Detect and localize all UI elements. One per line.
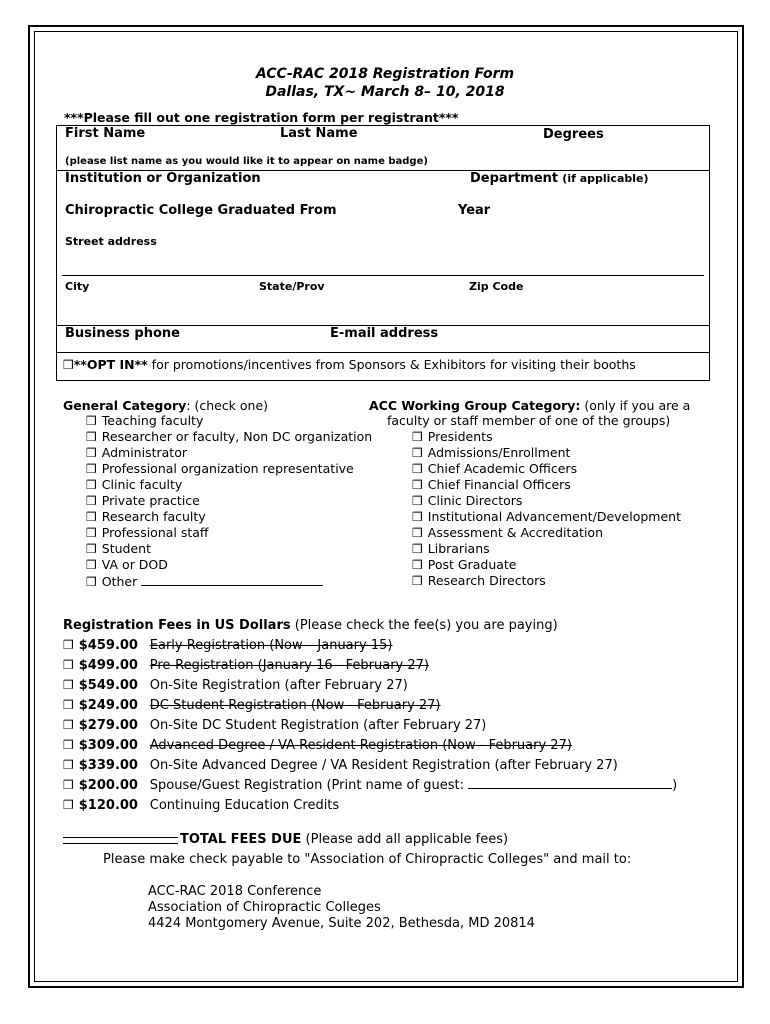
general-option[interactable]: [86, 477, 372, 493]
fee-checkbox[interactable]: ❒: [63, 798, 74, 812]
total-fees-note: (Please add all applicable fees): [301, 832, 509, 847]
fee-amount: $279.00: [78, 718, 138, 733]
fee-text: [79, 698, 441, 713]
option-label: Librarians: [427, 541, 490, 556]
fee-text: [79, 638, 393, 653]
fees-heading: [63, 618, 558, 633]
working-group-option[interactable]: [412, 541, 681, 557]
general-category-list: [86, 413, 372, 589]
option-label: VA or DOD: [101, 557, 168, 572]
checkbox[interactable]: ❒: [412, 558, 423, 572]
option-label: Student: [101, 541, 151, 556]
degrees-field[interactable]: Degrees: [543, 127, 604, 142]
working-group-option[interactable]: [412, 525, 681, 541]
option-label: Post Graduate: [427, 557, 517, 572]
general-option[interactable]: [86, 413, 372, 429]
department-label: Department: [470, 171, 559, 186]
working-group-option[interactable]: [412, 509, 681, 525]
option-label: Teaching faculty: [101, 413, 204, 428]
state-field[interactable]: State/Prov: [259, 280, 325, 293]
total-fees-blank-line[interactable]: [63, 837, 178, 844]
option-label: Chief Financial Officers: [427, 477, 571, 492]
general-category-heading: [63, 398, 268, 413]
fee-option[interactable]: [63, 795, 677, 815]
option-label: Private practice: [101, 493, 200, 508]
option-label: Professional staff: [101, 525, 209, 540]
fee-option[interactable]: [63, 775, 677, 795]
fee-amount: $499.00: [78, 658, 138, 673]
option-label: Other: [101, 574, 138, 589]
general-option[interactable]: [86, 445, 372, 461]
institution-field[interactable]: Institution or Organization: [65, 171, 261, 186]
fees-list: [63, 635, 677, 815]
option-label: Research Directors: [427, 573, 546, 588]
working-group-option[interactable]: [412, 429, 681, 445]
fee-description: Spouse/Guest Registration (Print name of guest:: [149, 778, 469, 793]
fee-description: Continuing Education Credits: [149, 798, 340, 813]
working-group-list: [412, 429, 681, 589]
checkbox[interactable]: ❒: [86, 526, 97, 540]
last-name-field[interactable]: Last Name: [280, 126, 358, 141]
fee-text: [79, 738, 572, 753]
department-field[interactable]: [470, 171, 649, 186]
fee-amount: $249.00: [78, 698, 138, 713]
form-title: ACC-RAC 2018 Registration Form: [255, 66, 515, 82]
general-option[interactable]: [86, 493, 372, 509]
fee-description: On-Site DC Student Registration (after February 27): [149, 718, 487, 733]
checkbox[interactable]: ❒: [86, 558, 97, 572]
fee-checkbox[interactable]: ❒: [63, 698, 74, 712]
other-blank-line[interactable]: [141, 573, 323, 586]
fee-amount: $339.00: [78, 758, 138, 773]
instruction-text: ***Please fill out one registration form per registrant***: [64, 110, 459, 125]
fee-description: On-Site Registration (after February 27): [149, 678, 408, 693]
fee-description: On-Site Advanced Degree / VA Resident Registration (after February 27): [149, 758, 618, 773]
fee-checkbox[interactable]: ❒: [63, 738, 74, 752]
general-option[interactable]: [86, 557, 372, 573]
checkbox[interactable]: ❒: [412, 574, 423, 588]
working-group-option[interactable]: [412, 461, 681, 477]
opt-in-label: **OPT IN**: [73, 357, 148, 372]
college-field[interactable]: Chiropractic College Graduated From: [65, 203, 337, 218]
option-label: Clinic Directors: [427, 493, 523, 508]
payable-instruction: Please make check payable to "Association of Chiropractic Colleges" and mail to:: [103, 852, 632, 867]
option-label: Clinic faculty: [101, 477, 183, 492]
divider: [56, 352, 710, 353]
checkbox[interactable]: ❒: [412, 526, 423, 540]
option-label: Assessment & Accreditation: [427, 525, 603, 540]
first-name-field[interactable]: First Name: [65, 126, 146, 141]
general-option[interactable]: [86, 525, 372, 541]
option-label: Researcher or faculty, Non DC organization: [101, 429, 373, 444]
opt-in-text: for promotions/incentives from Sponsors & Exhibitors for visiting their booths: [147, 357, 636, 372]
general-category-title: General Category: [63, 398, 187, 413]
opt-in-checkbox[interactable]: ❒: [63, 358, 74, 372]
fee-option[interactable]: [63, 655, 677, 675]
general-option[interactable]: [86, 541, 372, 557]
checkbox[interactable]: ❒: [412, 478, 423, 492]
fee-option[interactable]: [63, 755, 677, 775]
fee-text: [79, 658, 429, 673]
option-label: Presidents: [427, 429, 493, 444]
fee-text: [79, 678, 408, 693]
email-field[interactable]: E-mail address: [330, 326, 439, 341]
street-address-line: [62, 275, 704, 276]
fees-title: Registration Fees in US Dollars: [63, 618, 291, 633]
opt-in-row[interactable]: [63, 357, 636, 372]
working-group-option[interactable]: [412, 493, 681, 509]
fee-checkbox[interactable]: ❒: [63, 678, 74, 692]
option-label: Administrator: [101, 445, 187, 460]
city-field[interactable]: City: [65, 280, 90, 293]
fee-text: [79, 798, 339, 813]
working-group-note: (only if you are a: [580, 398, 691, 413]
fees-note: (Please check the fee(s) you are paying): [290, 618, 558, 633]
fee-option[interactable]: [63, 695, 677, 715]
street-address-field[interactable]: Street address: [65, 235, 157, 248]
checkbox[interactable]: ❒: [86, 494, 97, 508]
checkbox[interactable]: ❒: [412, 510, 423, 524]
working-group-note-line2: faculty or staff member of one of the groups): [387, 413, 671, 428]
fee-option[interactable]: [63, 735, 677, 755]
fee-description: Pre-Registration (January 16 - February 27): [149, 658, 429, 673]
fee-checkbox[interactable]: ❒: [63, 658, 74, 672]
working-group-option[interactable]: [412, 557, 681, 573]
general-option[interactable]: [86, 429, 372, 445]
department-note: (if applicable): [562, 172, 649, 185]
option-label: Admissions/Enrollment: [427, 445, 571, 460]
fee-text: [79, 718, 487, 733]
fee-option[interactable]: [63, 715, 677, 735]
fee-checkbox[interactable]: ❒: [63, 638, 74, 652]
badge-note: (please list name as you would like it to appear on name badge): [65, 156, 428, 167]
total-fees-label: TOTAL FEES DUE: [180, 832, 302, 847]
working-group-heading: [369, 398, 690, 413]
checkbox[interactable]: ❒: [412, 462, 423, 476]
fee-amount: $459.00: [78, 638, 138, 653]
fee-checkbox[interactable]: ❒: [63, 718, 74, 732]
mailing-address-line3: 4424 Montgomery Avenue, Suite 202, Bethesda, MD 20814: [148, 916, 535, 931]
fee-amount: $309.00: [78, 738, 138, 753]
option-label: Research faculty: [101, 509, 206, 524]
fee-amount: $200.00: [78, 778, 138, 793]
general-option[interactable]: [86, 461, 372, 477]
checkbox[interactable]: ❒: [86, 510, 97, 524]
fee-description: Advanced Degree / VA Resident Registration (Now - February 27): [149, 738, 572, 753]
working-group-option[interactable]: [412, 573, 681, 589]
option-label: Institutional Advancement/Development: [427, 509, 681, 524]
year-field[interactable]: Year: [458, 203, 491, 218]
mailing-address-line2: Association of Chiropractic Colleges: [148, 900, 381, 915]
option-label: Chief Academic Officers: [427, 461, 578, 476]
fee-tail: ): [672, 778, 678, 793]
fee-text: [79, 778, 468, 793]
mailing-address-line1: ACC-RAC 2018 Conference: [148, 884, 322, 899]
business-phone-field[interactable]: Business phone: [65, 326, 180, 341]
checkbox[interactable]: ❒: [86, 414, 97, 428]
checkbox[interactable]: ❒: [86, 478, 97, 492]
checkbox[interactable]: ❒: [86, 462, 97, 476]
form-subtitle: Dallas, TX~ March 8– 10, 2018: [265, 84, 505, 100]
guest-name-blank-line[interactable]: [468, 776, 672, 789]
working-group-title: ACC Working Group Category:: [369, 398, 581, 413]
fee-description: Early Registration (Now – January 15): [149, 638, 393, 653]
general-option[interactable]: [86, 509, 372, 525]
fee-option[interactable]: [63, 635, 677, 655]
fee-description: DC Student Registration (Now - February 27): [149, 698, 441, 713]
fee-amount: $549.00: [78, 678, 138, 693]
checkbox[interactable]: ❒: [412, 430, 423, 444]
checkbox[interactable]: ❒: [86, 430, 97, 444]
general-option-other[interactable]: [86, 573, 372, 589]
zip-field[interactable]: Zip Code: [469, 280, 524, 293]
total-fees-row: [180, 832, 508, 847]
general-category-note: : (check one): [186, 398, 269, 413]
fee-text: [79, 758, 618, 773]
working-group-option[interactable]: [412, 477, 681, 493]
checkbox[interactable]: ❒: [412, 446, 423, 460]
checkbox[interactable]: ❒: [86, 446, 97, 460]
fee-option[interactable]: [63, 675, 677, 695]
option-label: Professional organization representative: [101, 461, 354, 476]
fee-checkbox[interactable]: ❒: [63, 758, 74, 772]
checkbox[interactable]: ❒: [86, 575, 97, 589]
checkbox[interactable]: ❒: [412, 542, 423, 556]
fee-checkbox[interactable]: ❒: [63, 778, 74, 792]
checkbox[interactable]: ❒: [412, 494, 423, 508]
working-group-option[interactable]: [412, 445, 681, 461]
checkbox[interactable]: ❒: [86, 542, 97, 556]
fee-amount: $120.00: [78, 798, 138, 813]
